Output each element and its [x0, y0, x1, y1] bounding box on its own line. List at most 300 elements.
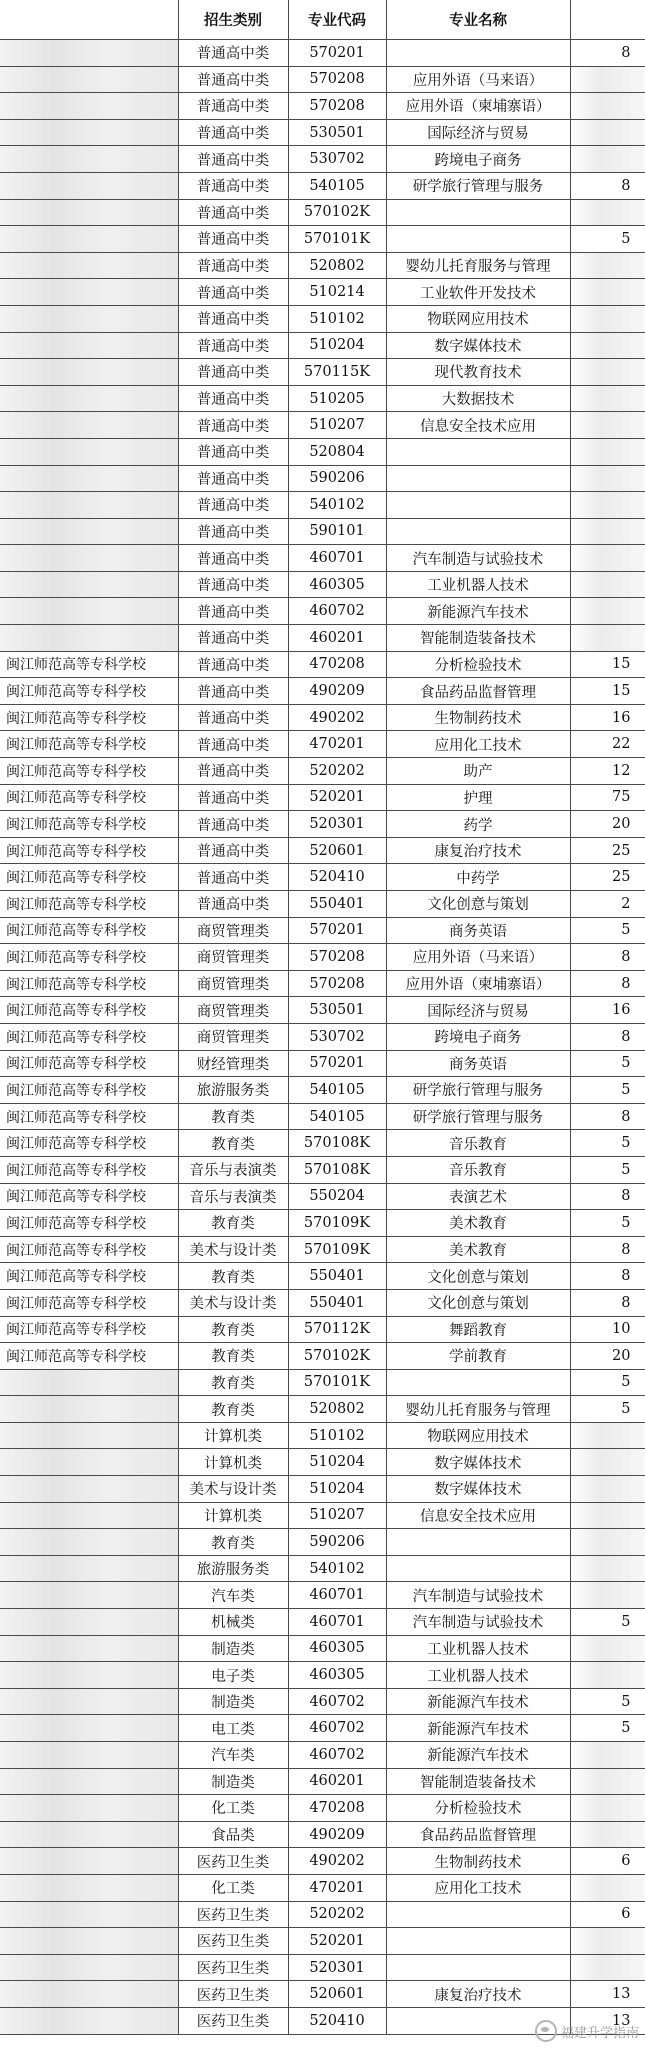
- cell-major-name: [386, 1954, 570, 1981]
- table-row: [0, 1396, 645, 1423]
- cell-code: 590101: [288, 518, 386, 545]
- cell-major-name: [386, 199, 570, 226]
- cell-school: 闽江师范高等专科学校: [0, 1236, 178, 1263]
- cell-plan: 8: [570, 40, 645, 67]
- cell-plan: [570, 199, 645, 226]
- table-row: [0, 1263, 645, 1290]
- cell-school: 闽江师范高等专科学校: [0, 891, 178, 918]
- table-row: [0, 465, 645, 492]
- cell-plan: 8: [570, 970, 645, 997]
- cell-school: [0, 1742, 178, 1769]
- table-row: [0, 1901, 645, 1928]
- cell-major-name: 应用外语（柬埔寨语）: [386, 970, 570, 997]
- cell-code: 510102: [288, 1422, 386, 1449]
- cell-major-name: 婴幼儿托育服务与管理: [386, 1396, 570, 1423]
- cell-plan: [570, 1928, 645, 1955]
- cell-school: [0, 1688, 178, 1715]
- cell-major-name: 中药学: [386, 864, 570, 891]
- cell-major-name: 文化创意与策划: [386, 1263, 570, 1290]
- cell-category: 普通高中类: [178, 172, 288, 199]
- cell-plan: 8: [570, 1236, 645, 1263]
- cell-school: 闽江师范高等专科学校: [0, 837, 178, 864]
- cell-code: 520202: [288, 758, 386, 785]
- cell-code: 520802: [288, 1396, 386, 1423]
- cell-category: 普通高中类: [178, 625, 288, 652]
- cell-category: 普通高中类: [178, 465, 288, 492]
- cell-major-name: 数字媒体技术: [386, 1476, 570, 1503]
- header-name: 专业名称: [386, 0, 570, 40]
- cell-major-name: 应用化工技术: [386, 1874, 570, 1901]
- cell-major-name: 新能源汽车技术: [386, 1742, 570, 1769]
- cell-code: 460201: [288, 625, 386, 652]
- cell-code: 520301: [288, 811, 386, 838]
- cell-plan: 15: [570, 678, 645, 705]
- cell-plan: 2: [570, 891, 645, 918]
- cell-school: [0, 1582, 178, 1609]
- cell-school: 闽江师范高等专科学校: [0, 1023, 178, 1050]
- cell-code: 510207: [288, 412, 386, 439]
- cell-category: 电工类: [178, 1715, 288, 1742]
- cell-major-name: 新能源汽车技术: [386, 1688, 570, 1715]
- cell-category: 旅游服务类: [178, 1555, 288, 1582]
- cell-category: 普通高中类: [178, 252, 288, 279]
- cell-major-name: [386, 40, 570, 67]
- table-row: [0, 651, 645, 678]
- cell-code: 490202: [288, 704, 386, 731]
- cell-category: 计算机类: [178, 1502, 288, 1529]
- table-row: [0, 625, 645, 652]
- table-row: [0, 518, 645, 545]
- cell-plan: 16: [570, 997, 645, 1024]
- cell-major-name: 跨境电子商务: [386, 146, 570, 173]
- cell-code: 570201: [288, 40, 386, 67]
- cell-major-name: 应用外语（马来语）: [386, 66, 570, 93]
- cell-category: 化工类: [178, 1874, 288, 1901]
- cell-major-name: 生物制药技术: [386, 1848, 570, 1875]
- cell-category: 机械类: [178, 1609, 288, 1636]
- cell-school: [0, 119, 178, 146]
- table-row: [0, 1343, 645, 1370]
- cell-school: 闽江师范高等专科学校: [0, 970, 178, 997]
- cell-school: [0, 1874, 178, 1901]
- table-row: [0, 811, 645, 838]
- table-row: [0, 944, 645, 971]
- cell-code: 520802: [288, 252, 386, 279]
- table-row: [0, 172, 645, 199]
- cell-code: 520410: [288, 864, 386, 891]
- cell-school: [0, 625, 178, 652]
- table-row: [0, 1183, 645, 1210]
- cell-major-name: 信息安全技术应用: [386, 1502, 570, 1529]
- table-row: [0, 917, 645, 944]
- cell-major-name: 国际经济与贸易: [386, 119, 570, 146]
- cell-major-name: 婴幼儿托育服务与管理: [386, 252, 570, 279]
- cell-school: [0, 412, 178, 439]
- cell-code: 550204: [288, 1183, 386, 1210]
- cell-category: 教育类: [178, 1210, 288, 1237]
- cell-plan: [570, 438, 645, 465]
- header-school: [0, 0, 178, 40]
- cell-code: 470208: [288, 651, 386, 678]
- table-row: [0, 1050, 645, 1077]
- cell-school: [0, 1635, 178, 1662]
- cell-major-name: 工业机器人技术: [386, 571, 570, 598]
- cell-school: [0, 1901, 178, 1928]
- cell-code: 460702: [288, 598, 386, 625]
- cell-code: 570101K: [288, 226, 386, 253]
- cell-code: 570208: [288, 93, 386, 120]
- table-row: [0, 1555, 645, 1582]
- cell-code: 540102: [288, 1555, 386, 1582]
- cell-school: [0, 518, 178, 545]
- cell-school: [0, 1848, 178, 1875]
- cell-school: [0, 1502, 178, 1529]
- cell-plan: 12: [570, 758, 645, 785]
- cell-category: 汽车类: [178, 1582, 288, 1609]
- cell-school: 闽江师范高等专科学校: [0, 704, 178, 731]
- cell-major-name: 学前教育: [386, 1343, 570, 1370]
- table-row: [0, 1476, 645, 1503]
- cell-major-name: 工业软件开发技术: [386, 279, 570, 306]
- cell-plan: [570, 412, 645, 439]
- cell-school: [0, 1981, 178, 2008]
- table-row: [0, 1848, 645, 1875]
- cell-plan: [570, 66, 645, 93]
- cell-code: 570208: [288, 944, 386, 971]
- cell-category: 普通高中类: [178, 704, 288, 731]
- table-row: [0, 492, 645, 519]
- cell-code: 520202: [288, 1901, 386, 1928]
- cell-school: 闽江师范高等专科学校: [0, 678, 178, 705]
- cell-plan: 75: [570, 784, 645, 811]
- cell-school: [0, 492, 178, 519]
- cell-major-name: 物联网应用技术: [386, 305, 570, 332]
- cell-category: 普通高中类: [178, 837, 288, 864]
- cell-plan: 8: [570, 1103, 645, 1130]
- cell-category: 普通高中类: [178, 412, 288, 439]
- cell-plan: 8: [570, 944, 645, 971]
- cell-school: [0, 1449, 178, 1476]
- cell-major-name: [386, 492, 570, 519]
- cell-school: 闽江师范高等专科学校: [0, 1343, 178, 1370]
- cell-category: 普通高中类: [178, 545, 288, 572]
- table-row: [0, 1609, 645, 1636]
- cell-code: 530702: [288, 146, 386, 173]
- table-row: [0, 438, 645, 465]
- cell-category: 教育类: [178, 1130, 288, 1157]
- cell-plan: [570, 1449, 645, 1476]
- cell-category: 普通高中类: [178, 146, 288, 173]
- cell-code: 510205: [288, 385, 386, 412]
- cell-plan: [570, 93, 645, 120]
- cell-school: [0, 172, 178, 199]
- cell-major-name: 应用外语（马来语）: [386, 944, 570, 971]
- cell-plan: 5: [570, 1609, 645, 1636]
- cell-major-name: [386, 1901, 570, 1928]
- cell-plan: [570, 1555, 645, 1582]
- cell-school: [0, 1954, 178, 1981]
- cell-major-name: 国际经济与贸易: [386, 997, 570, 1024]
- cell-category: 旅游服务类: [178, 1077, 288, 1104]
- cell-major-name: [386, 518, 570, 545]
- cell-code: 510207: [288, 1502, 386, 1529]
- table-row: [0, 837, 645, 864]
- cell-code: 490209: [288, 1821, 386, 1848]
- cell-school: [0, 226, 178, 253]
- cell-plan: [570, 146, 645, 173]
- cell-plan: [570, 1795, 645, 1822]
- cell-code: 550401: [288, 891, 386, 918]
- cell-plan: 5: [570, 1050, 645, 1077]
- cell-major-name: 智能制造装备技术: [386, 1768, 570, 1795]
- cell-code: 540105: [288, 172, 386, 199]
- cell-code: 540105: [288, 1103, 386, 1130]
- cell-school: [0, 571, 178, 598]
- cell-school: 闽江师范高等专科学校: [0, 651, 178, 678]
- cell-major-name: 数字媒体技术: [386, 1449, 570, 1476]
- cell-major-name: 音乐教育: [386, 1130, 570, 1157]
- cell-code: 570108K: [288, 1130, 386, 1157]
- cell-plan: [570, 305, 645, 332]
- cell-plan: [570, 625, 645, 652]
- cell-major-name: 食品药品监督管理: [386, 678, 570, 705]
- cell-plan: 13: [570, 1981, 645, 2008]
- cell-school: 闽江师范高等专科学校: [0, 758, 178, 785]
- cell-plan: [570, 252, 645, 279]
- watermark: [535, 2020, 639, 2042]
- cell-plan: 8: [570, 1289, 645, 1316]
- cell-code: 520201: [288, 784, 386, 811]
- cell-category: 教育类: [178, 1369, 288, 1396]
- cell-plan: [570, 1742, 645, 1769]
- cell-school: 闽江师范高等专科学校: [0, 1289, 178, 1316]
- cell-code: 570201: [288, 1050, 386, 1077]
- cell-school: 闽江师范高等专科学校: [0, 1130, 178, 1157]
- cell-major-name: 分析检验技术: [386, 651, 570, 678]
- cell-plan: 8: [570, 1183, 645, 1210]
- cell-plan: 20: [570, 1343, 645, 1370]
- cell-category: 普通高中类: [178, 678, 288, 705]
- cell-code: 550401: [288, 1289, 386, 1316]
- cell-plan: 5: [570, 1077, 645, 1104]
- table-row: [0, 1077, 645, 1104]
- table-row: [0, 758, 645, 785]
- table-row: [0, 731, 645, 758]
- cell-school: [0, 1609, 178, 1636]
- cell-category: 医药卫生类: [178, 1981, 288, 2008]
- cell-school: [0, 199, 178, 226]
- cell-category: 教育类: [178, 1263, 288, 1290]
- table-row: [0, 332, 645, 359]
- cell-major-name: 生物制药技术: [386, 704, 570, 731]
- cell-code: 570115K: [288, 359, 386, 386]
- cell-school: [0, 598, 178, 625]
- table-row: [0, 784, 645, 811]
- cell-code: 540105: [288, 1077, 386, 1104]
- table-row: [0, 359, 645, 386]
- table-row: [0, 598, 645, 625]
- cell-category: 食品类: [178, 1821, 288, 1848]
- cell-category: 美术与设计类: [178, 1236, 288, 1263]
- cell-category: 普通高中类: [178, 119, 288, 146]
- cell-major-name: 新能源汽车技术: [386, 1715, 570, 1742]
- cell-plan: [570, 1502, 645, 1529]
- cell-plan: [570, 119, 645, 146]
- cell-school: 闽江师范高等专科学校: [0, 1050, 178, 1077]
- cell-category: 计算机类: [178, 1449, 288, 1476]
- cell-school: [0, 146, 178, 173]
- cell-category: 制造类: [178, 1635, 288, 1662]
- cell-code: 520601: [288, 1981, 386, 2008]
- cell-plan: [570, 1635, 645, 1662]
- cell-category: 普通高中类: [178, 305, 288, 332]
- cell-school: [0, 545, 178, 572]
- cell-code: 470201: [288, 731, 386, 758]
- cell-school: [0, 438, 178, 465]
- cell-code: 510204: [288, 1449, 386, 1476]
- cell-major-name: 食品药品监督管理: [386, 1821, 570, 1848]
- cell-major-name: 汽车制造与试验技术: [386, 545, 570, 572]
- table-row: [0, 1742, 645, 1769]
- cell-code: 540102: [288, 492, 386, 519]
- table-row: [0, 1928, 645, 1955]
- cell-category: 普通高中类: [178, 811, 288, 838]
- cell-plan: 5: [570, 1210, 645, 1237]
- cell-code: 510204: [288, 332, 386, 359]
- cell-code: 570112K: [288, 1316, 386, 1343]
- cell-major-name: 舞蹈教育: [386, 1316, 570, 1343]
- cell-school: [0, 305, 178, 332]
- cell-major-name: 研学旅行管理与服务: [386, 172, 570, 199]
- table-row: [0, 385, 645, 412]
- cell-plan: 25: [570, 837, 645, 864]
- cell-major-name: 研学旅行管理与服务: [386, 1077, 570, 1104]
- cell-major-name: 数字媒体技术: [386, 332, 570, 359]
- cell-category: 教育类: [178, 1103, 288, 1130]
- cell-code: 550401: [288, 1263, 386, 1290]
- cell-code: 460702: [288, 1742, 386, 1769]
- cell-major-name: [386, 465, 570, 492]
- cell-plan: [570, 1954, 645, 1981]
- cell-category: 普通高中类: [178, 651, 288, 678]
- cell-school: [0, 1422, 178, 1449]
- cell-category: 电子类: [178, 1662, 288, 1689]
- cell-plan: 8: [570, 1023, 645, 1050]
- cell-category: 音乐与表演类: [178, 1183, 288, 1210]
- cell-category: 教育类: [178, 1316, 288, 1343]
- cell-school: 闽江师范高等专科学校: [0, 1103, 178, 1130]
- cell-school: [0, 1396, 178, 1423]
- table-row: [0, 1130, 645, 1157]
- cell-school: 闽江师范高等专科学校: [0, 811, 178, 838]
- cell-code: 510204: [288, 1476, 386, 1503]
- cell-major-name: 商务英语: [386, 917, 570, 944]
- cell-code: 460701: [288, 1609, 386, 1636]
- cell-category: 商贸管理类: [178, 997, 288, 1024]
- cell-school: [0, 465, 178, 492]
- cell-school: [0, 1768, 178, 1795]
- cell-code: 460702: [288, 1688, 386, 1715]
- cell-major-name: 护理: [386, 784, 570, 811]
- cell-plan: [570, 279, 645, 306]
- cell-school: [0, 1795, 178, 1822]
- cell-code: 590206: [288, 1529, 386, 1556]
- cell-school: 闽江师范高等专科学校: [0, 784, 178, 811]
- cell-plan: 25: [570, 864, 645, 891]
- cell-school: 闽江师范高等专科学校: [0, 1156, 178, 1183]
- cell-category: 教育类: [178, 1529, 288, 1556]
- cell-code: 490209: [288, 678, 386, 705]
- cell-school: [0, 1555, 178, 1582]
- cell-plan: 15: [570, 651, 645, 678]
- cell-code: 510102: [288, 305, 386, 332]
- table-row: [0, 1289, 645, 1316]
- cell-plan: 5: [570, 1396, 645, 1423]
- cell-code: 530702: [288, 1023, 386, 1050]
- cell-code: 520410: [288, 2007, 386, 2034]
- cell-plan: [570, 1768, 645, 1795]
- cell-plan: [570, 385, 645, 412]
- cell-category: 普通高中类: [178, 598, 288, 625]
- cell-category: 普通高中类: [178, 385, 288, 412]
- cell-school: 闽江师范高等专科学校: [0, 1210, 178, 1237]
- table-row: [0, 279, 645, 306]
- cell-category: 医药卫生类: [178, 1928, 288, 1955]
- cell-plan: [570, 571, 645, 598]
- cell-plan: 6: [570, 1901, 645, 1928]
- cell-school: [0, 1529, 178, 1556]
- cell-code: 510214: [288, 279, 386, 306]
- cell-code: 460701: [288, 1582, 386, 1609]
- table-row: [0, 1981, 645, 2008]
- cell-plan: 5: [570, 1156, 645, 1183]
- cell-category: 普通高中类: [178, 492, 288, 519]
- cell-major-name: [386, 1928, 570, 1955]
- cell-category: 普通高中类: [178, 332, 288, 359]
- cell-school: 闽江师范高等专科学校: [0, 944, 178, 971]
- cell-major-name: 新能源汽车技术: [386, 598, 570, 625]
- cell-major-name: 药学: [386, 811, 570, 838]
- table-header-row: [0, 0, 645, 40]
- cell-plan: [570, 1422, 645, 1449]
- cell-code: 460305: [288, 571, 386, 598]
- header-code: 专业代码: [288, 0, 386, 40]
- cell-category: 普通高中类: [178, 438, 288, 465]
- table-row: [0, 1768, 645, 1795]
- table-row: [0, 412, 645, 439]
- cell-plan: [570, 1476, 645, 1503]
- cell-major-name: 商务英语: [386, 1050, 570, 1077]
- cell-major-name: 应用外语（柬埔寨语）: [386, 93, 570, 120]
- cell-category: 汽车类: [178, 1742, 288, 1769]
- table-row: [0, 678, 645, 705]
- table-row: [0, 1103, 645, 1130]
- cell-plan: [570, 1582, 645, 1609]
- cell-category: 普通高中类: [178, 279, 288, 306]
- cell-category: 医药卫生类: [178, 1901, 288, 1928]
- cell-school: [0, 2007, 178, 2034]
- cell-major-name: 分析检验技术: [386, 1795, 570, 1822]
- table-row: [0, 891, 645, 918]
- cell-school: [0, 252, 178, 279]
- table-row: [0, 1023, 645, 1050]
- cell-plan: [570, 545, 645, 572]
- cell-category: 普通高中类: [178, 758, 288, 785]
- cell-school: 闽江师范高等专科学校: [0, 997, 178, 1024]
- cell-code: 460701: [288, 545, 386, 572]
- cell-category: 普通高中类: [178, 40, 288, 67]
- cell-category: 商贸管理类: [178, 944, 288, 971]
